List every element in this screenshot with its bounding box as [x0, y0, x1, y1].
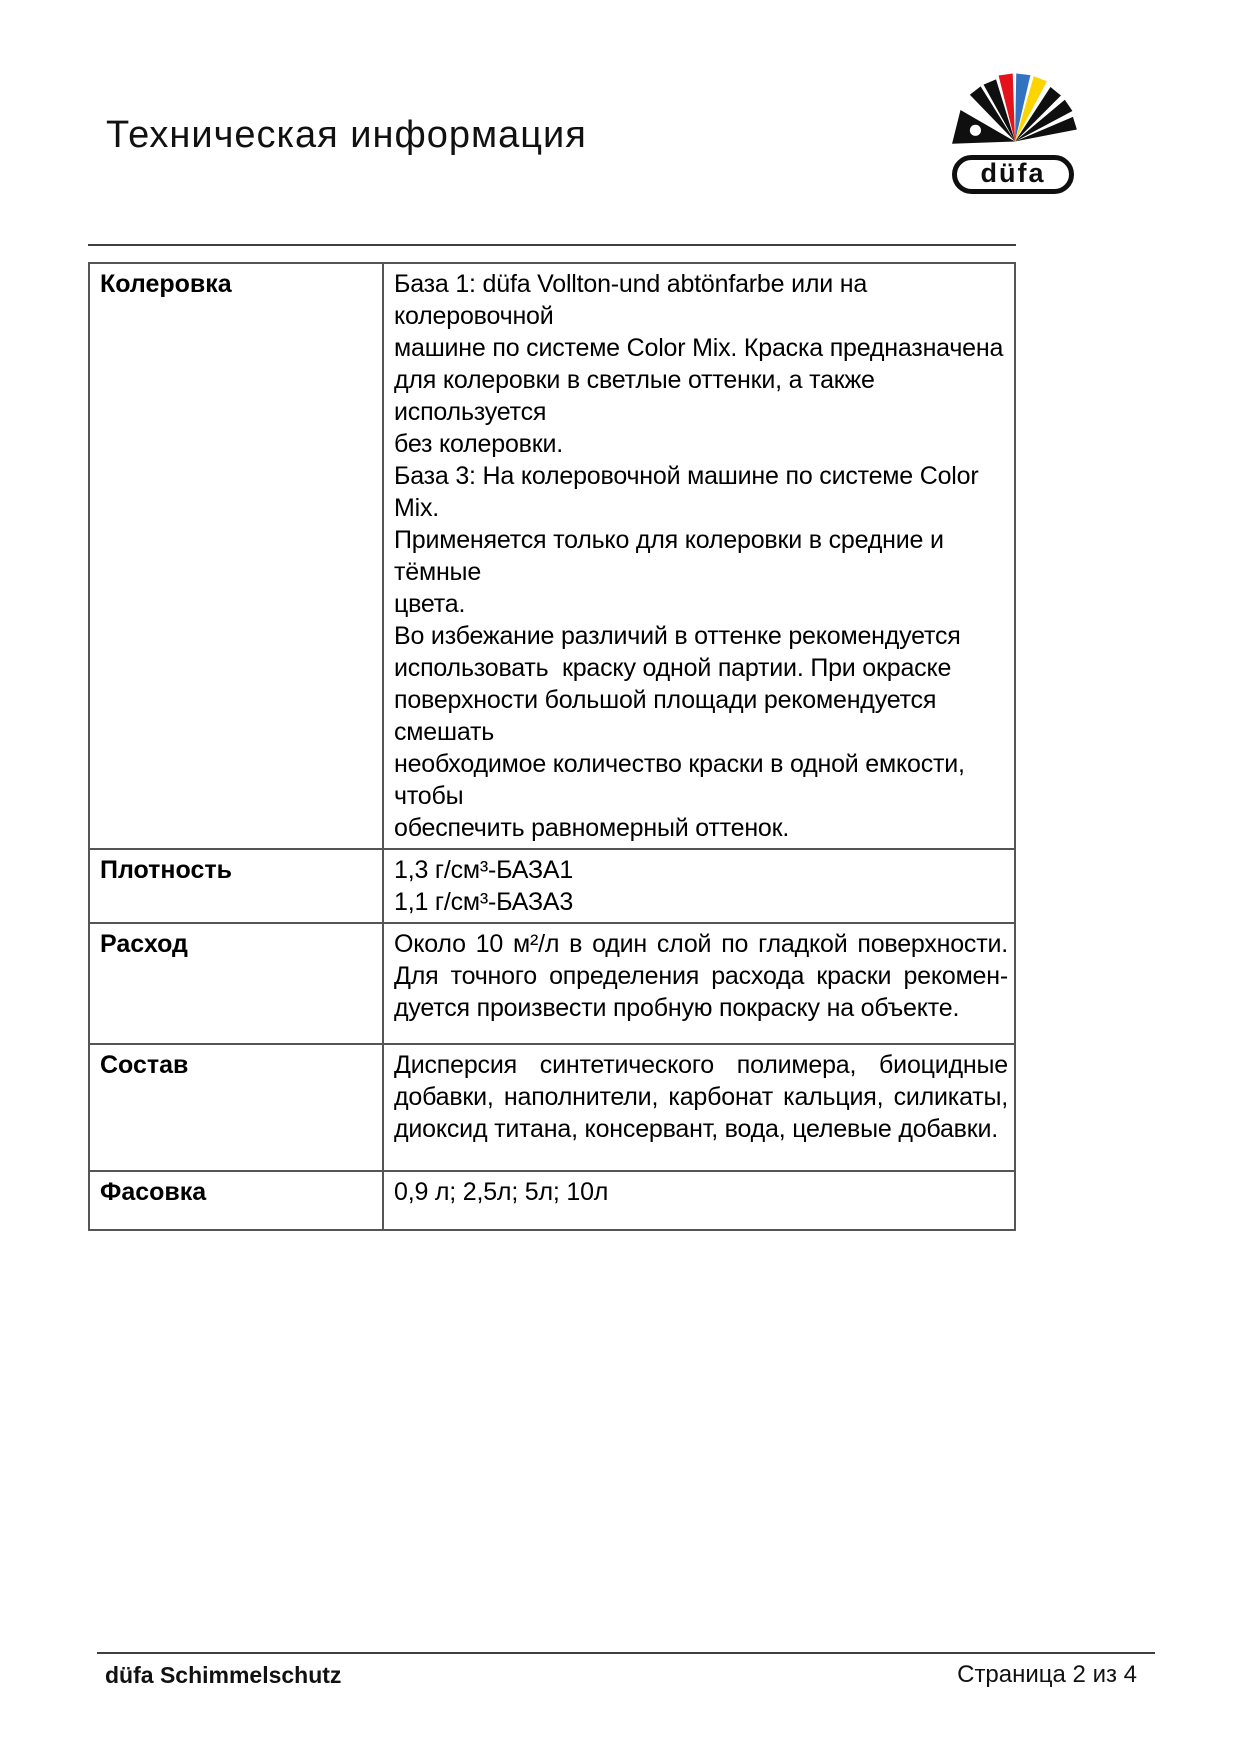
row-value: [384, 264, 1014, 848]
row-value-line: дуется произвести пробную покраску на объекте.: [394, 994, 960, 1022]
footer-rule: [97, 1652, 1155, 1654]
row-value-line: для колеровки в светлые оттенки, а также используется: [394, 366, 882, 426]
row-value-line: Применяется только для колеровки в средние и тёмные: [394, 526, 951, 586]
row-value-line: 1,1 г/см³-БАЗА3: [394, 888, 574, 916]
dufa-logo: [948, 70, 1078, 194]
row-value-line: поверхности большой площади рекомендуется смешать: [394, 686, 943, 746]
row-value-line: диоксид титана, консервант, вода, целевые добавки.: [394, 1115, 998, 1143]
table-row: [90, 264, 1014, 848]
table-row: [90, 848, 1014, 922]
table-row: [90, 1043, 1014, 1170]
row-value: [384, 1045, 1014, 1170]
dufa-fan-icon: [948, 70, 1078, 148]
row-value-line: цвета.: [394, 590, 466, 618]
row-value-line: Дисперсия синтетического полимера, биоцидные: [394, 1051, 1008, 1079]
spec-table: [88, 262, 1016, 1231]
row-label: Состав: [90, 1045, 384, 1170]
page-title: Техническая информация: [106, 114, 587, 156]
row-value-line: 0,9 л; 2,5л; 5л; 10л: [394, 1178, 609, 1206]
row-label: Фасовка: [90, 1172, 384, 1229]
row-label: Расход: [90, 924, 384, 1043]
row-value-line: Для точного определения расхода краски рекомен-: [394, 962, 1008, 990]
row-label: Плотность: [90, 850, 384, 922]
dufa-wordmark: düfa: [952, 155, 1074, 194]
row-value: [384, 1172, 1014, 1229]
row-value-line: машине по системе Color Mix. Краска предназначена: [394, 334, 1004, 362]
header-rule: [88, 244, 1016, 246]
row-label: Колеровка: [90, 264, 384, 848]
row-value-line: База 3: На колеровочной машине по системе Color Mix.: [394, 462, 986, 522]
row-value-line: без колеровки.: [394, 430, 564, 458]
row-value-line: Во избежание различий в оттенке рекомендуется: [394, 622, 961, 650]
table-row: [90, 1170, 1014, 1229]
row-value-line: использовать краску одной партии. При окраске: [394, 654, 952, 682]
table-row: [90, 922, 1014, 1043]
footer-page-number: Страница 2 из 4: [957, 1661, 1137, 1688]
fan-eye: [970, 125, 981, 136]
row-value: [384, 850, 1014, 922]
row-value-line: обеспечить равномерный оттенок.: [394, 814, 790, 842]
row-value-line: 1,3 г/см³-БАЗА1: [394, 856, 574, 884]
footer-product-name: düfa Schimmelschutz: [105, 1662, 342, 1688]
row-value-line: добавки, наполнители, карбонат кальция, силикаты,: [394, 1083, 1008, 1111]
row-value-line: Около 10 м²/л в один слой по гладкой поверхности.: [394, 930, 1008, 958]
row-value-line: необходимое количество краски в одной емкости, чтобы: [394, 750, 972, 810]
row-value: [384, 924, 1014, 1043]
row-value-line: База 1: düfa Vollton-und abtönfarbe или на колеровочной: [394, 270, 874, 330]
